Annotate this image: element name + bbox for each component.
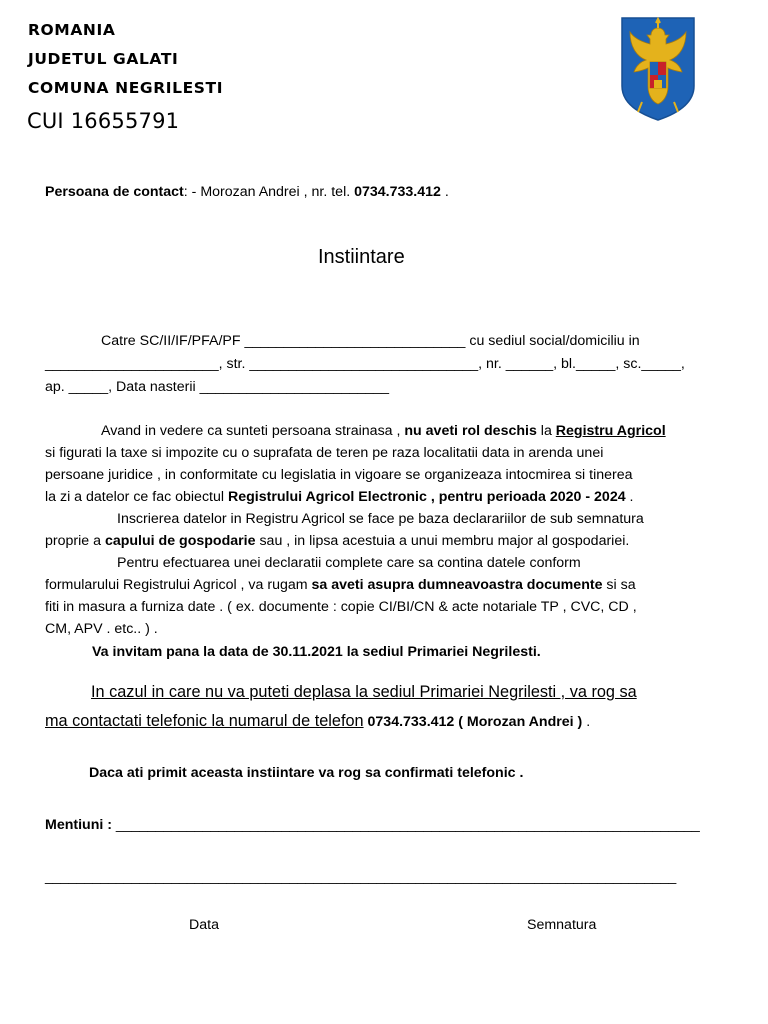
coat-of-arms-icon [620,16,696,122]
p3-l2b: sa aveti asupra dumneavoastra documente [311,577,603,593]
recipient-line-3: ap. _____, Data nasterii ________________________ [45,379,389,395]
contact-end: . [440,184,449,200]
mentions-field-2[interactable]: ________________________________________________________________________________ [45,869,677,885]
p4-phone: 0734.733.412 ( Morozan Andrei ) [363,714,583,730]
header-cui: CUI 16655791 [27,109,180,133]
mentions-label: Mentiuni : [45,817,112,833]
p1-no-role: nu aveti rol deschis [404,423,537,439]
p4-line-1: In cazul in care nu va puteti deplasa la sediul Primariei Negrilesti , va rog sa [91,683,637,701]
p1-a: Avand in vedere ca sunteti persoana strainasa , [101,423,405,439]
p1-l4a: la zi a datelor ce fac obiectul [45,489,228,505]
contact-text: : - Morozan Andrei , nr. tel. [183,184,355,200]
p3-l2c: si sa [602,577,636,593]
confirm-line: Daca ati primit aceasta instiintare va rog sa confirmati telefonic . [89,765,524,781]
p3-line-2 [45,577,636,593]
p2-l2b: capului de gospodarie [104,533,256,549]
p1-l4b: Registrului Agricol Electronic , pentru perioada 2020 - 2024 [227,489,626,505]
header-country: ROMANIA [28,21,116,39]
document-title: Instiintare [318,246,405,268]
p2-line-1: Inscrierea datelor in Registru Agricol se face pe baza declarariilor de sub semnatura [117,511,644,527]
contact-line [45,184,449,200]
header-county: JUDETUL GALATI [28,50,179,68]
p3-line-1: Pentru efectuarea unei declaratii complete care sa contina datele conform [117,555,581,571]
invite-line: Va invitam pana la data de 30.11.2021 la sediul Primariei Negrilesti. [92,644,541,660]
p4-l2c: . [582,714,591,730]
contact-label: Persoana de contact [45,184,184,200]
p4-line-2 [45,712,590,731]
mentions-line [45,817,700,833]
p1-c: la [536,423,556,439]
p3-line-4: CM, APV . etc.. ) . [45,621,158,637]
p1-line-4 [45,489,634,505]
p3-l2a: formularului Registrului Agricol , va rugam [45,577,312,593]
p2-l2a: proprie a [45,533,105,549]
recipient-line-2: ______________________, str. _____________________________, nr. ______, bl._____, sc._____, [45,356,685,372]
p1-registry: Registru Agricol [555,423,666,439]
p2-l2c: sau , in lipsa acestuia a unui membru major al gospodariei. [255,533,630,549]
date-label: Data [189,917,219,933]
contact-phone: 0734.733.412 [354,184,441,200]
p1-line-1 [101,423,666,439]
p1-l4c: . [625,489,634,505]
signature-label: Semnatura [527,917,597,933]
p1-line-2: si figurati la taxe si impozite cu o suprafata de teren pe raza localitatii data in arenda unei [45,445,604,461]
p2-line-2 [45,533,629,549]
header-commune: COMUNA NEGRILESTI [28,79,224,97]
p4-l2a: ma contactati telefonic la numarul de telefon [45,712,364,730]
p3-line-3: fiti in masura a furniza date . ( ex. documente : copie CI/BI/CN & acte notariale TP , CVC, CD , [45,599,637,615]
recipient-line-1: Catre SC/II/IF/PFA/PF ____________________________ cu sediul social/domiciliu in [101,333,640,349]
p1-line-3: persoane juridice , in conformitate cu legislatia in vigoare se organizeaza intocmirea si tinerea [45,467,633,483]
mentions-field-1[interactable]: __________________________________________________________________________ [111,817,700,833]
